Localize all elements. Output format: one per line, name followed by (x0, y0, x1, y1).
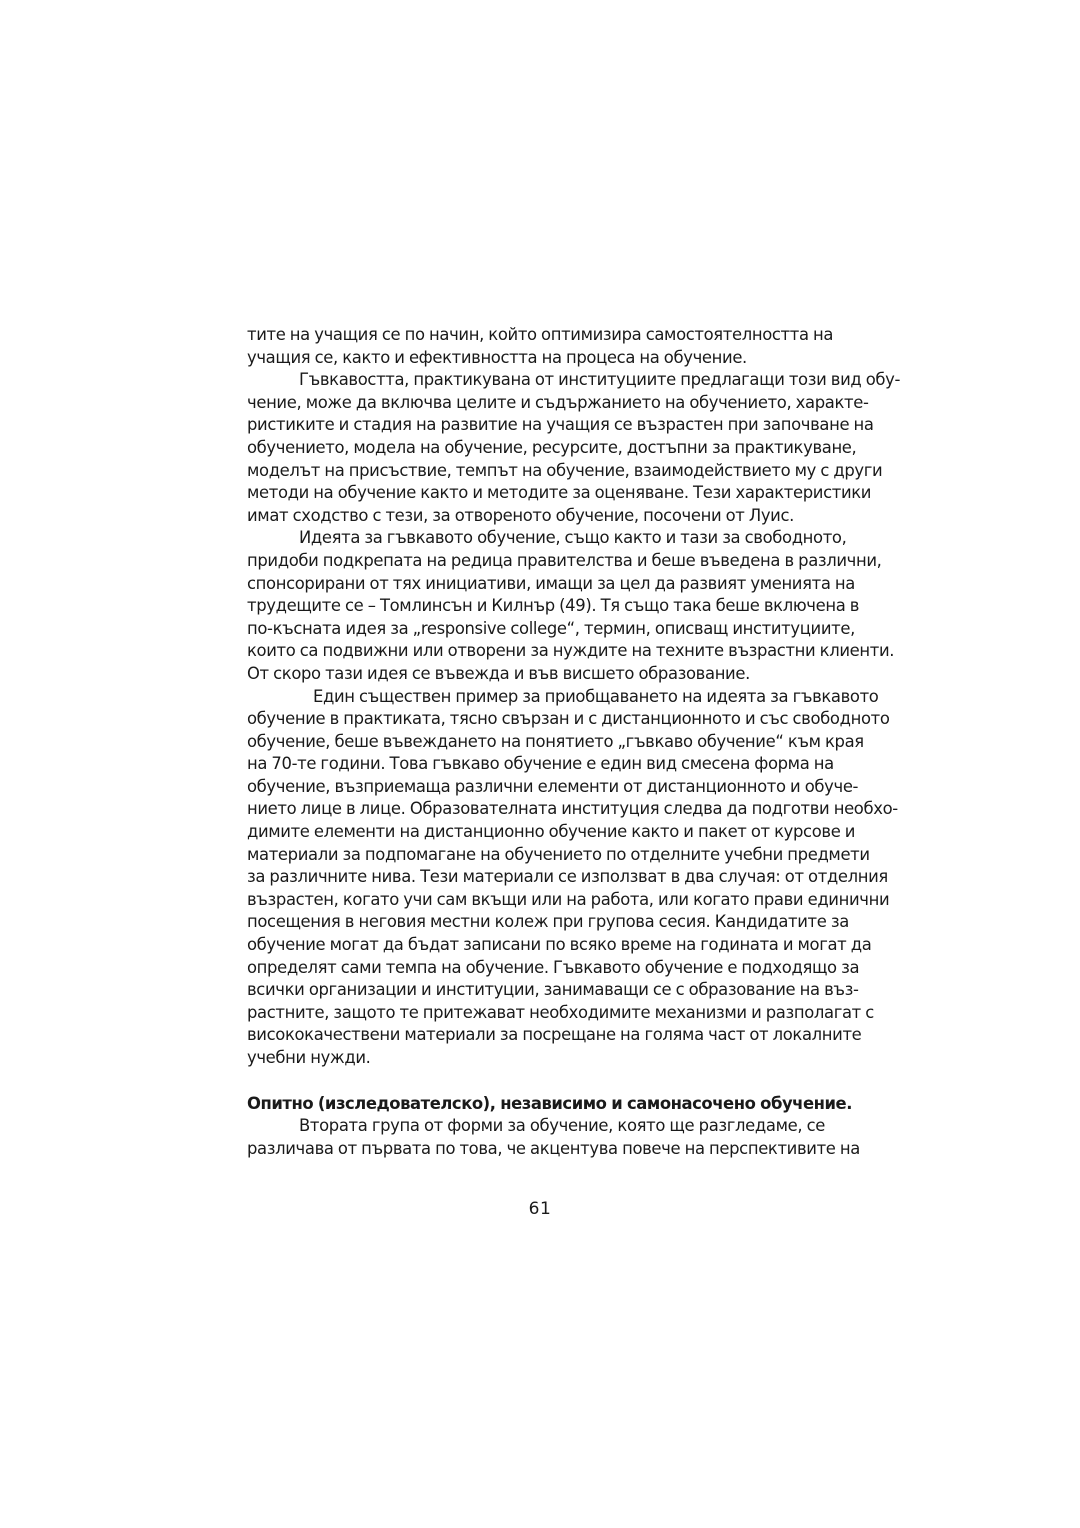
text-line: различава от първата по това, че акцентува повече на перспективите на (247, 1138, 860, 1158)
text-line: определят сами темпа на обучение. Гъвкавото обучение е подходящо за (247, 957, 860, 977)
text-line: От скоро тази идея се въвежда и във висшето образование. (247, 663, 750, 683)
text-line: обучение могат да бъдат записани по всяко време на годината и могат да (247, 935, 872, 955)
text-line: на 70-те години. Това гъвкаво обучение е един вид смесена форма на (247, 754, 834, 774)
text-line: трудещите се – Томлинсън и Килнър (49). Тя също така беше включена в (247, 596, 860, 616)
text-line: по-късната идея за „responsive college“, термин, описващ институциите, (247, 618, 855, 638)
text-line: Втората група от форми за обучение, която ще разгледаме, се (299, 1116, 825, 1136)
page-number: 61 (528, 1199, 552, 1219)
text-line: посещения в неговия местни колеж при групова сесия. Кандидатите за (247, 912, 849, 932)
text-line: обучение, възприемаща различни елементи от дистанционното и обуче- (247, 776, 859, 796)
text-line: всички организации и институции, занимаващи се с образование на въз- (247, 980, 859, 1000)
text-line: тите на учащия се по начин, който оптимизира самостоятелността на (247, 325, 834, 344)
text-line: обучение в практиката, тясно свързан и с дистанционното и със свободното (247, 709, 890, 729)
text-line: които са подвижни или отворени за нуждите на техните възрастни клиенти. (247, 641, 895, 661)
text-line: учебни нужди. (247, 1048, 371, 1067)
text-line: придоби подкрепата на редица правителства и беше въведена в различни, (247, 550, 882, 570)
text-line: учащия се, както и ефективността на процеса на обучение. (247, 347, 747, 367)
text-line: ристиките и стадия на развитие на учащия се възрастен при започване на (247, 415, 874, 435)
section-gap (247, 1070, 825, 1093)
body-text (247, 324, 901, 1160)
text-line: материали за подпомагане на обучението по отделните учебни предмети (247, 844, 870, 864)
text-line: растните, защото те притежават необходимите механизми и разполагат с (247, 1002, 874, 1022)
text-line: спонсорирани от тях инициативи, имащи за цел да развият уменията на (247, 573, 855, 593)
text-line: моделът на присъствие, темпът на обучение, взаимодействието му с други (247, 460, 883, 480)
text-line: Идеята за гъвкавото обучение, също както и тази за свободното, (299, 528, 847, 548)
section-heading: Опитно (изследователско), независимо и самонасочено обучение. (247, 1093, 853, 1113)
text-line: чение, може да включва целите и съдържанието на обучението, характе- (247, 392, 869, 412)
text-line: обучение, беше въвеждането на понятието „гъвкаво обучение“ към края (247, 731, 864, 751)
text-line: имат сходство с тези, за отвореното обучение, посочени от Луис. (247, 505, 794, 525)
text-line: димите елементи на дистанционно обучение както и пакет от курсове и (247, 822, 856, 842)
text-line: нието лице в лице. Образователната институция следва да подготви необхо- (247, 799, 898, 819)
text-line: Един съществен пример за приобщаването на идеята за гъвкавото (313, 686, 879, 706)
text-line: възрастен, когато учи сам вкъщи или на работа, или когато прави единични (247, 889, 890, 909)
text-line: за различните нива. Тези материали се използват в два случая: от отделния (247, 867, 888, 887)
text-line: Гъвкавостта, практикувана от институциите предлагащи този вид обу- (299, 370, 901, 390)
text-line: методи на обучение както и методите за оценяване. Тези характеристики (247, 483, 872, 503)
text-line: висококачествени материали за посрещане на голяма част от локалните (247, 1025, 862, 1045)
text-line: обучението, модела на обучение, ресурсите, достъпни за практикуване, (247, 437, 857, 457)
